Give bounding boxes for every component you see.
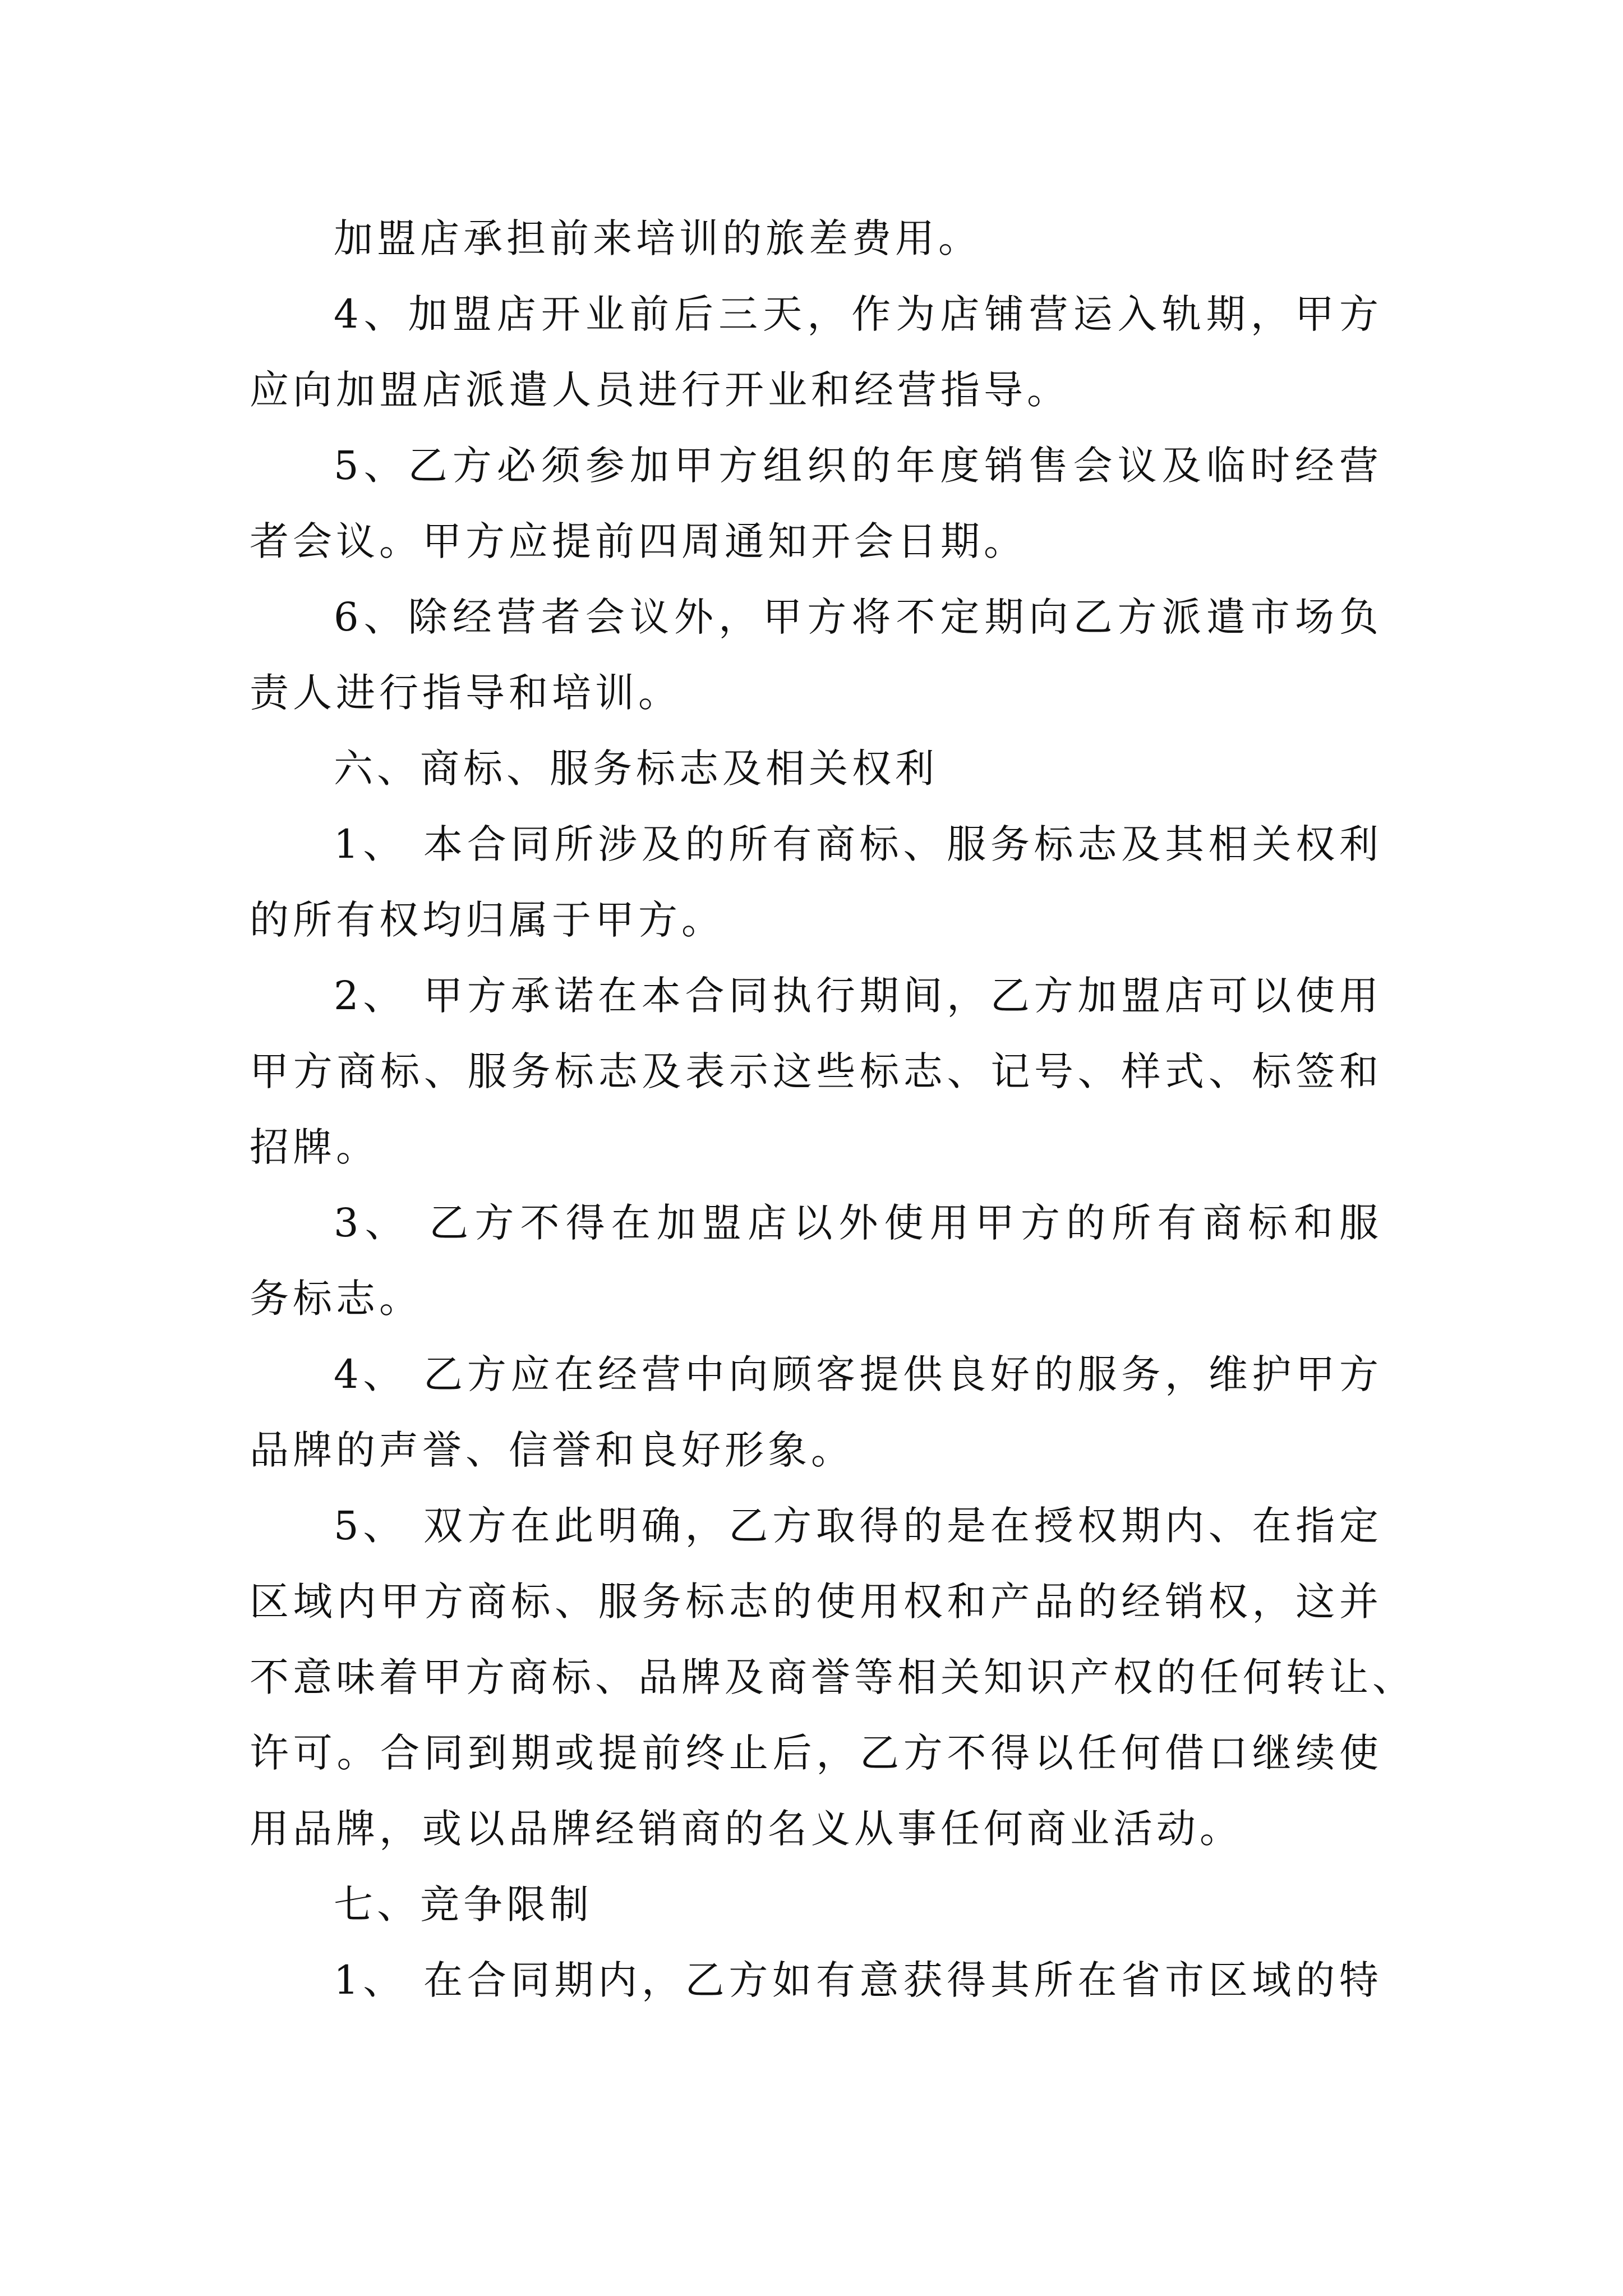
text-line-12: 甲方商标、服务标志及表示这些标志、记号、样式、标签和 bbox=[250, 1048, 1382, 1094]
text-line-7: 责人进行指导和培训。 bbox=[250, 670, 681, 716]
text-line-19: 区域内甲方商标、服务标志的使用权和产品的经销权，这并 bbox=[250, 1579, 1382, 1625]
text-line-20: 不意味着甲方商标、品牌及商誉等相关知识产权的任何转让、 bbox=[250, 1654, 1415, 1700]
text-line-4: 5、乙方必须参加甲方组织的年度销售会议及临时经营 bbox=[334, 443, 1382, 489]
text-line-16: 4、 乙方应在经营中向顾客提供良好的服务，维护甲方 bbox=[334, 1351, 1382, 1397]
text-line-17: 品牌的声誉、信誉和良好形象。 bbox=[250, 1427, 854, 1473]
text-line-3: 应向加盟店派遣人员进行开业和经营指导。 bbox=[250, 367, 1070, 413]
text-line-10: 的所有权均归属于甲方。 bbox=[250, 897, 725, 943]
text-line-22: 用品牌，或以品牌经销商的名义从事任何商业活动。 bbox=[250, 1806, 1243, 1852]
text-line-13: 招牌。 bbox=[250, 1124, 379, 1170]
section-heading-6: 六、商标、服务标志及相关权利 bbox=[334, 746, 938, 792]
text-line-21: 许可。合同到期或提前终止后，乙方不得以任何借口继续使 bbox=[250, 1730, 1382, 1776]
text-line-15: 务标志。 bbox=[250, 1276, 422, 1322]
text-line-14: 3、 乙方不得在加盟店以外使用甲方的所有商标和服 bbox=[334, 1200, 1382, 1246]
text-line-18: 5、 双方在此明确，乙方取得的是在授权期内、在指定 bbox=[334, 1503, 1382, 1549]
text-line-5: 者会议。甲方应提前四周通知开会日期。 bbox=[250, 518, 1027, 564]
text-line-1: 加盟店承担前来培训的旅差费用。 bbox=[334, 215, 981, 261]
text-line-11: 2、 甲方承诺在本合同执行期间，乙方加盟店可以使用 bbox=[334, 973, 1382, 1019]
text-line-9: 1、 本合同所涉及的所有商标、服务标志及其相关权利 bbox=[334, 821, 1382, 867]
section-heading-7: 七、竞争限制 bbox=[334, 1881, 593, 1927]
text-line-24: 1、 在合同期内，乙方如有意获得其所在省市区域的特 bbox=[334, 1957, 1382, 2003]
text-line-2: 4、加盟店开业前后三天，作为店铺营运入轨期，甲方 bbox=[334, 291, 1382, 337]
text-line-6: 6、除经营者会议外，甲方将不定期向乙方派遣市场负 bbox=[334, 594, 1382, 640]
